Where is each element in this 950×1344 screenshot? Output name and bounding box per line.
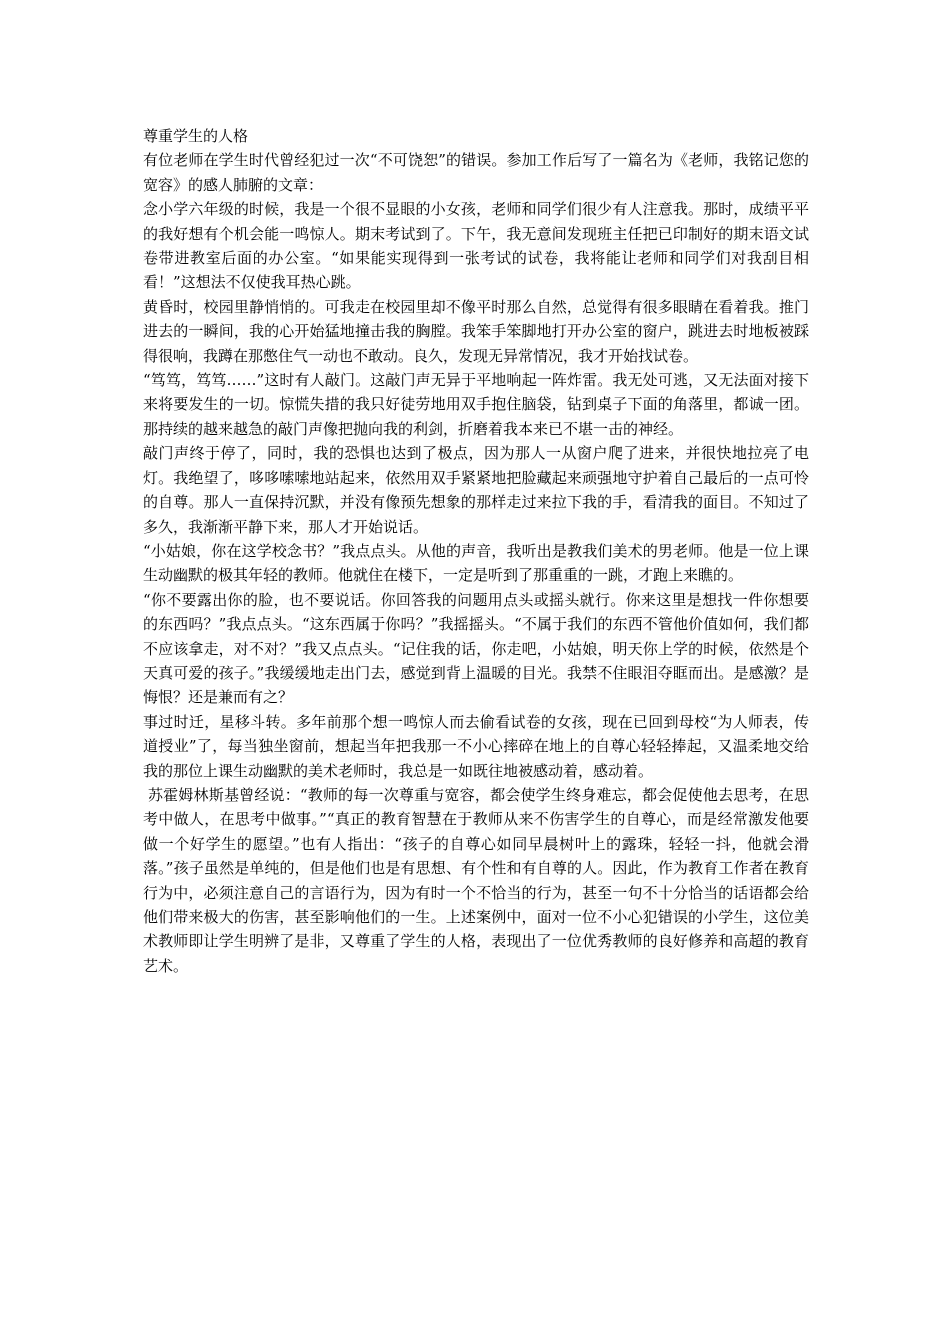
paragraph-4: “笃笃，笃笃……”这时有人敲门。这敲门声无异于平地响起一阵炸雷。我无处可逃，又无法面对接下来将要发生的一切。惊慌失措的我只好徒劳地用双手抱住脑袋，钻到桌子下面的角落里，都诚一团。那持续的越来越急的敲门声像把抛向我的利剑，折磨着我本来已不堪一击的神经。 xyxy=(143,371,809,438)
paragraph-7: “你不要露出你的脸，也不要说话。你回答我的问题用点头或摇头就行。你来这里是想找一件你想要的东西吗？”我点点头。“这东西属于你吗？”我摇摇头。“不属于我们的东西不管他价值如何，我们都不应该拿走，对不对？”我又点点头。“记住我的话，你走吧，小姑娘，明天你上学的时候，依然是个天真可爱的孩子。”我缓缓地走出门去，感觉到背上温暖的目光。我禁不住眼泪夺眶而出。是感激？是悔恨？还是兼而有之？ xyxy=(143,590,809,707)
paragraph-9: 苏霍姆林斯基曾经说：“教师的每一次尊重与宽容，都会使学生终身难忘，都会促使他去思考，在思考中做人，在思考中做事。”“真正的教育智慧在于教师从来不伤害学生的自尊心，而是经常激发他要做一个好学生的愿望。”也有人指出：“孩子的自尊心如同早晨树叶上的露珠，轻轻一抖，他就会滑落。”孩子虽然是单纯的，但是他们也是有思想、有个性和有自尊的人。因此，作为教育工作者在教育行为中，必须注意自己的言语行为，因为有时一个不恰当的行为，甚至一句不十分恰当的话语都会给他们带来极大的伤害，甚至影响他们的一生。上述案例中，面对一位不小心犯错误的小学生，这位美术教师即让学生明辨了是非，又尊重了学生的人格，表现出了一位优秀教师的良好修养和高超的教育艺术。 xyxy=(143,785,809,975)
paragraph-5: 敲门声终于停了，同时，我的恐惧也达到了极点，因为那人一从窗户爬了进来，并很快地拉亮了电灯。我绝望了，哆哆嗦嗦地站起来，依然用双手紧紧地把脸藏起来顽强地守护着自己最后的一点可怜的自尊。那人一直保持沉默，并没有像预先想象的那样走过来拉下我的手，看清我的面目。不知过了多久，我渐渐平静下来，那人才开始说话。 xyxy=(143,444,809,536)
document-title: 尊重学生的人格 xyxy=(143,127,249,145)
paragraph-1: 有位老师在学生时代曾经犯过一次“不可饶恕”的错误。参加工作后写了一篇名为《老师，我铭记您的宽容》的感人肺腑的文章： xyxy=(143,151,809,194)
paragraph-2: 念小学六年级的时候，我是一个很不显眼的小女孩，老师和同学们很少有人注意我。那时，成绩平平的我好想有个机会能一鸣惊人。期末考试到了。下午，我无意间发现班主任把已印制好的期末语文试卷带进教室后面的办公室。“如果能实现得到一张考试的试卷，我将能让老师和同学们对我刮目相看！”这想法不仅使我耳热心跳。 xyxy=(143,200,809,292)
paragraph-6: “小姑娘，你在这学校念书？”我点点头。从他的声音，我听出是教我们美术的男老师。他是一位上课生动幽默的极其年轻的教师。他就住在楼下，一定是听到了那重重的一跳，才跑上来瞧的。 xyxy=(143,541,809,585)
paragraph-8: 事过时迁，星移斗转。多年前那个想一鸣惊人而去偷看试卷的女孩，现在已回到母校“为人师表，传道授业”了，每当独坐窗前，想起当年把我那一不小心摔碎在地上的自尊心轻轻捧起，又温柔地交给我的那位上课生动幽默的美术老师时，我总是一如既往地被感动着，感动着。 xyxy=(143,712,809,780)
document-page xyxy=(143,124,809,978)
paragraph-3: 黄昏时，校园里静悄悄的。可我走在校园里却不像平时那么自然，总觉得有很多眼睛在看着我。推门进去的一瞬间，我的心开始猛地撞击我的胸膛。我笨手笨脚地打开办公室的窗户，跳进去时地板被踩得很响，我蹲在那憋住气一动也不敢动。良久，发现无异常情况，我才开始找试卷。 xyxy=(143,297,809,365)
